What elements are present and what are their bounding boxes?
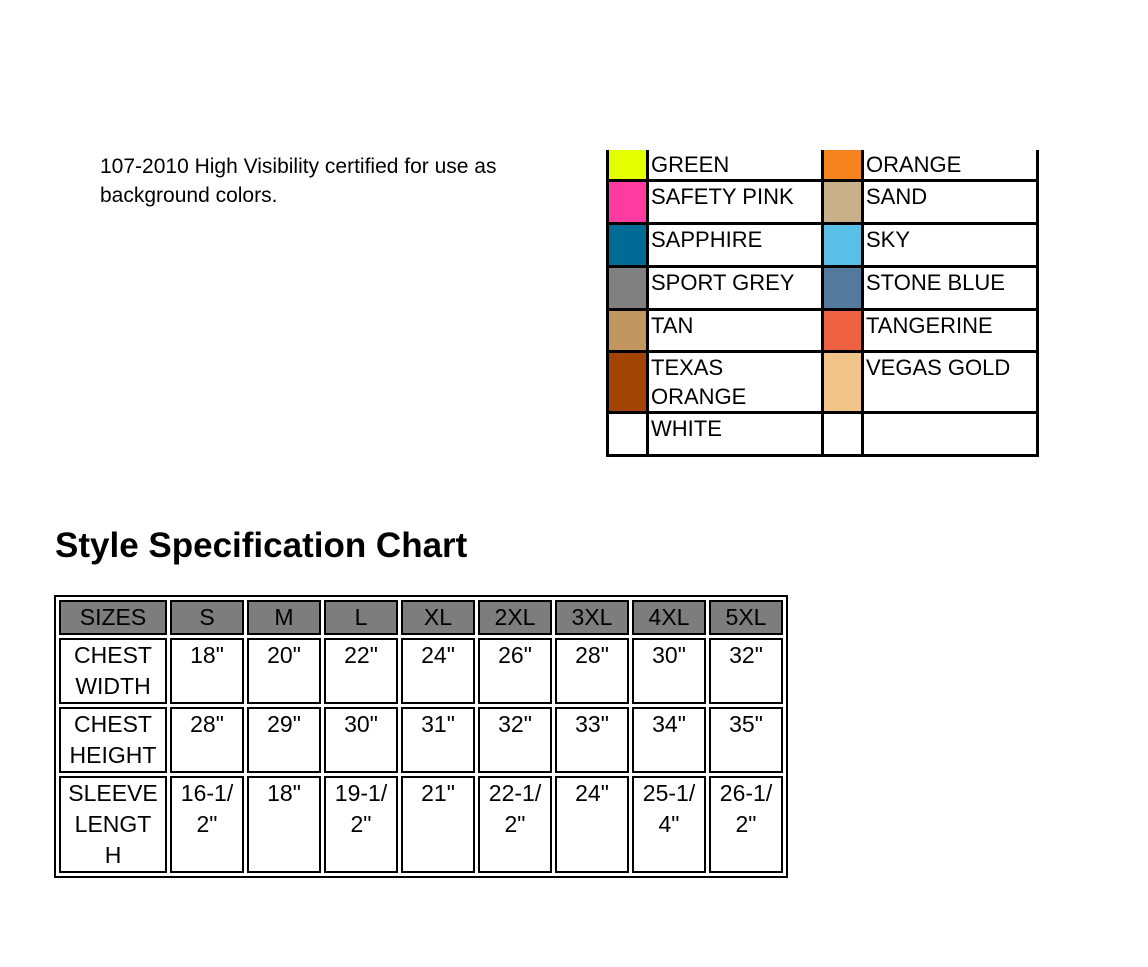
color-name: TAN: [648, 310, 823, 352]
color-row: [608, 267, 1038, 310]
spec-table: [54, 595, 788, 878]
color-swatch: [608, 224, 648, 267]
spec-row-label: CHEST WIDTH: [59, 638, 167, 704]
color-swatch: [823, 224, 863, 267]
color-chip: [824, 353, 861, 411]
color-swatch: [608, 413, 648, 456]
color-chip: [609, 353, 646, 411]
sizes-header: SIZES: [59, 600, 167, 635]
chart-title: Style Specification Chart: [55, 526, 468, 565]
color-row: [608, 352, 1038, 413]
color-chip: [824, 225, 861, 265]
spec-row-label: CHEST HEIGHT: [59, 707, 167, 773]
color-chip: [824, 182, 861, 222]
color-chip: [824, 150, 861, 179]
spec-cell: 32": [709, 638, 783, 704]
color-chip: [824, 268, 861, 308]
color-name: TEXAS ORANGE: [648, 352, 823, 413]
color-chip: [609, 150, 646, 179]
color-name: VEGAS GOLD: [863, 352, 1038, 413]
color-swatch: [823, 267, 863, 310]
color-name: SKY: [863, 224, 1038, 267]
spec-cell: 33": [555, 707, 629, 773]
color-swatch: [608, 150, 648, 181]
color-swatch: [608, 352, 648, 413]
color-row: [608, 413, 1038, 456]
color-row: [608, 224, 1038, 267]
spec-row-label: SLEEVE LENGT H: [59, 776, 167, 873]
spec-cell: 18": [247, 776, 321, 873]
color-name: ORANGE: [863, 150, 1038, 181]
spec-cell: 35": [709, 707, 783, 773]
spec-cell: 26": [478, 638, 552, 704]
color-chip: [609, 182, 646, 222]
spec-cell: 24": [401, 638, 475, 704]
color-name: WHITE: [648, 413, 823, 456]
color-chip: [609, 225, 646, 265]
color-swatch: [823, 150, 863, 181]
color-row: [608, 150, 1038, 181]
color-name: GREEN: [648, 150, 823, 181]
spec-header-row: [59, 600, 783, 635]
color-chip: [609, 268, 646, 308]
spec-cell: 30": [324, 707, 398, 773]
spec-cell: 30": [632, 638, 706, 704]
spec-cell: 20": [247, 638, 321, 704]
spec-row: [59, 638, 783, 704]
spec-cell: 22": [324, 638, 398, 704]
color-name: SAFETY PINK: [648, 181, 823, 224]
spec-cell: 21": [401, 776, 475, 873]
color-name: SAND: [863, 181, 1038, 224]
color-table: [606, 150, 1039, 457]
color-name: SAPPHIRE: [648, 224, 823, 267]
color-chip: [609, 414, 646, 454]
spec-cell: 34": [632, 707, 706, 773]
color-swatch: [823, 310, 863, 352]
spec-row: [59, 776, 783, 873]
color-name: TANGERINE: [863, 310, 1038, 352]
spec-cell: 22-1/ 2": [478, 776, 552, 873]
color-chip: [609, 311, 646, 350]
intro-text: 107-2010 High Visibility certified for use as background colors.: [100, 155, 497, 207]
color-chip: [824, 414, 861, 454]
size-header: M: [247, 600, 321, 635]
color-name: SPORT GREY: [648, 267, 823, 310]
spec-cell: 24": [555, 776, 629, 873]
color-swatch: [823, 181, 863, 224]
spec-cell: 29": [247, 707, 321, 773]
size-header: 2XL: [478, 600, 552, 635]
spec-cell: 25-1/ 4": [632, 776, 706, 873]
size-header: S: [170, 600, 244, 635]
size-header: 5XL: [709, 600, 783, 635]
color-name: [863, 413, 1038, 456]
color-swatch: [608, 181, 648, 224]
spec-cell: 18": [170, 638, 244, 704]
spec-cell: 19-1/ 2": [324, 776, 398, 873]
spec-cell: 16-1/ 2": [170, 776, 244, 873]
spec-row: [59, 707, 783, 773]
color-row: [608, 310, 1038, 352]
spec-cell: 26-1/ 2": [709, 776, 783, 873]
color-swatch: [608, 310, 648, 352]
spec-cell: 28": [555, 638, 629, 704]
size-header: 4XL: [632, 600, 706, 635]
spec-cell: 28": [170, 707, 244, 773]
color-swatch: [823, 352, 863, 413]
size-header: 3XL: [555, 600, 629, 635]
size-header: XL: [401, 600, 475, 635]
color-chip: [824, 311, 861, 350]
size-header: L: [324, 600, 398, 635]
spec-cell: 31": [401, 707, 475, 773]
spec-cell: 32": [478, 707, 552, 773]
color-swatch: [823, 413, 863, 456]
color-name: STONE BLUE: [863, 267, 1038, 310]
color-row: [608, 181, 1038, 224]
color-swatch: [608, 267, 648, 310]
